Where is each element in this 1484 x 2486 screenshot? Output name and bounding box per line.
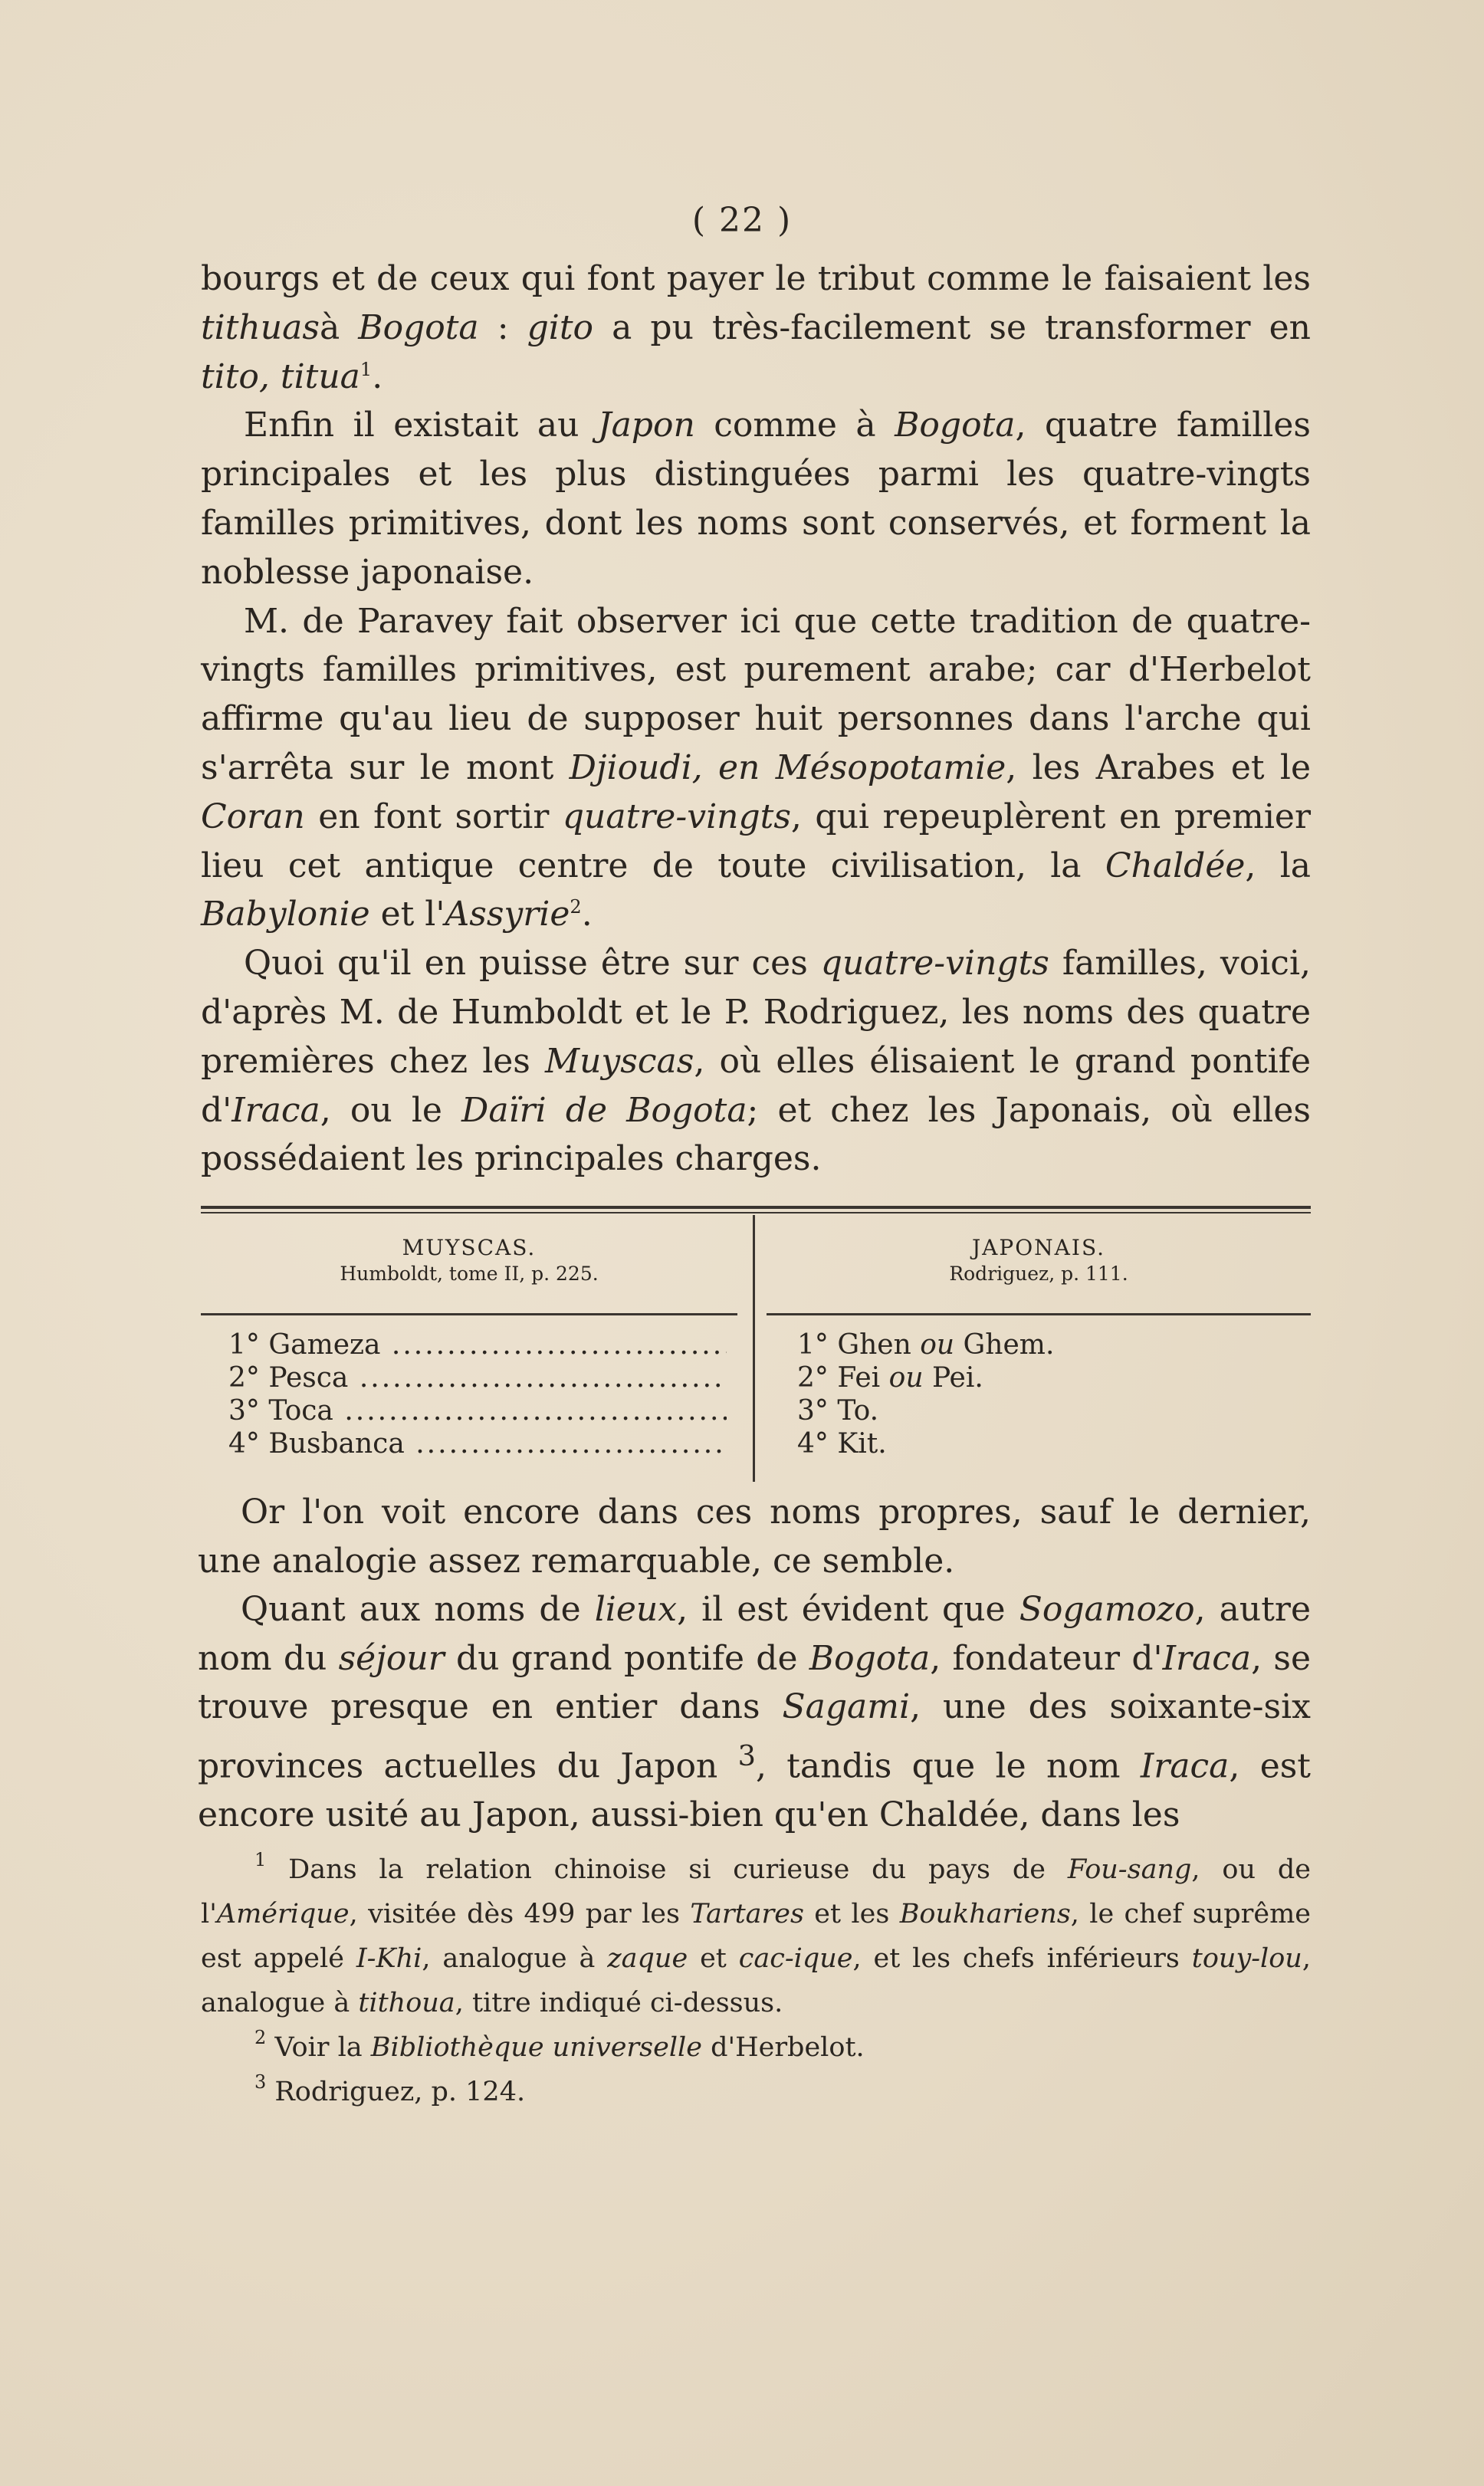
table-row: 3° To.: [797, 1395, 879, 1427]
footnote-3: $^3$ Rodriguez, p. 124.: [254, 2071, 526, 2107]
paragraph-3: M. de Paravey fait observer ici que cette tradition de quatre-vingts familles primitives, est purement arabe; car d'Herbelot affirme qu'au lieu de supposer huit personnes dans l'arche qui s'arrêta sur le mont Djioudi, en Mésopotamie, les Arabes et le Coran en font sortir quatre-vingts, qui repeuplèrent en premier lieu cet antique centre de toute civilisation, la Chaldée, la Babylonie et l'Assyrie$^2$.: [201, 601, 1312, 934]
table-row: 2° Fei ou Pei.: [797, 1362, 983, 1394]
footnote-1: $^1$ Dans la relation chinoise si curieuse du pays de Fou-sang, ou de l'Amérique, visitée dès 499 par les Tartares et les Boukhariens, le chef suprême est appelé I-Khi, analogue à zaque et cac-ique, et les chefs inférieurs touy-lou, analogue à tithoua, titre indiqué ci-dessus.: [201, 1849, 1312, 2018]
footnote-2: $^2$ Voir la Bibliothèque universelle d'Herbelot.: [254, 2027, 865, 2063]
paragraph-4: Quoi qu'il en puisse être sur ces quatre-vingts familles, voici, d'après M. de Humboldt et le P. Rodriguez, les noms des quatre premières chez les Muyscas, où elles élisaient le grand pontife d'Iraca, ou le Daïri de Bogota; et chez les Japonais, où elles possédaient les principales charges.: [201, 944, 1312, 1179]
table-top-rule-thin: [201, 1212, 1311, 1213]
column-heading-muyscas: MUYSCAS.: [402, 1235, 537, 1260]
paragraph-2: Enfin il existait au Japon comme à Bogota, quatre familles principales et les plus distinguées parmi les quatre-vingts familles primitives, dont les noms sont conservés, et forment la noblesse japonaise.: [201, 406, 1312, 592]
table-top-rule: [201, 1206, 1311, 1209]
column-source-muyscas: Humboldt, tome II, p. 225.: [340, 1263, 599, 1285]
footnotes: [201, 1847, 1311, 2114]
footnote-ref-1: 1: [360, 358, 373, 380]
main-text-lower: [198, 1488, 1311, 1839]
column-heading-rule: [201, 1313, 737, 1315]
table-row: 2° Pesca .....: [228, 1361, 727, 1394]
table-row: 1° Gameza .....: [228, 1328, 727, 1361]
paragraph-5: Or l'on voit encore dans ces noms propres, sauf le dernier, une analogie assez remarquable, ce semble.: [198, 1493, 1311, 1581]
column-heading-rule: [767, 1313, 1311, 1315]
column-source-japonais: Rodriguez, p. 111.: [949, 1263, 1128, 1285]
footnote-ref-2: 2: [570, 896, 582, 918]
column-heading-japonais: JAPONAIS.: [971, 1235, 1106, 1260]
paragraph-6: Quant aux noms de lieux, il est évident que Sogamozo, autre nom du séjour du grand pontife de Bogota, fondateur d'Iraca, se trouve presque en entier dans Sagami, une des soixante-six provinces actuelles du Japon $^3$, tandis que le nom Iraca, est encore usité au Japon, aussi-bien qu'en Chaldée, dans les: [198, 1590, 1312, 1834]
footnote-ref-3: 3: [737, 1739, 756, 1772]
families-table: [201, 1206, 1311, 1482]
table-column-divider: [753, 1215, 755, 1482]
table-row: 1° Ghen ou Ghem.: [797, 1329, 1055, 1361]
table-row: 4° Busbanca .....: [228, 1427, 727, 1460]
table-row: 3° Toca .....: [228, 1394, 727, 1427]
paragraph-1: bourgs et de ceux qui font payer le tribut comme le faisaient les tithuasà Bogota : gito a pu très-facilement se transformer en tito, titua$^1$.: [201, 259, 1312, 396]
table-row: 4° Kit.: [797, 1428, 887, 1460]
main-text-upper: [201, 255, 1311, 1184]
page-number: ( 22 ): [691, 201, 793, 240]
